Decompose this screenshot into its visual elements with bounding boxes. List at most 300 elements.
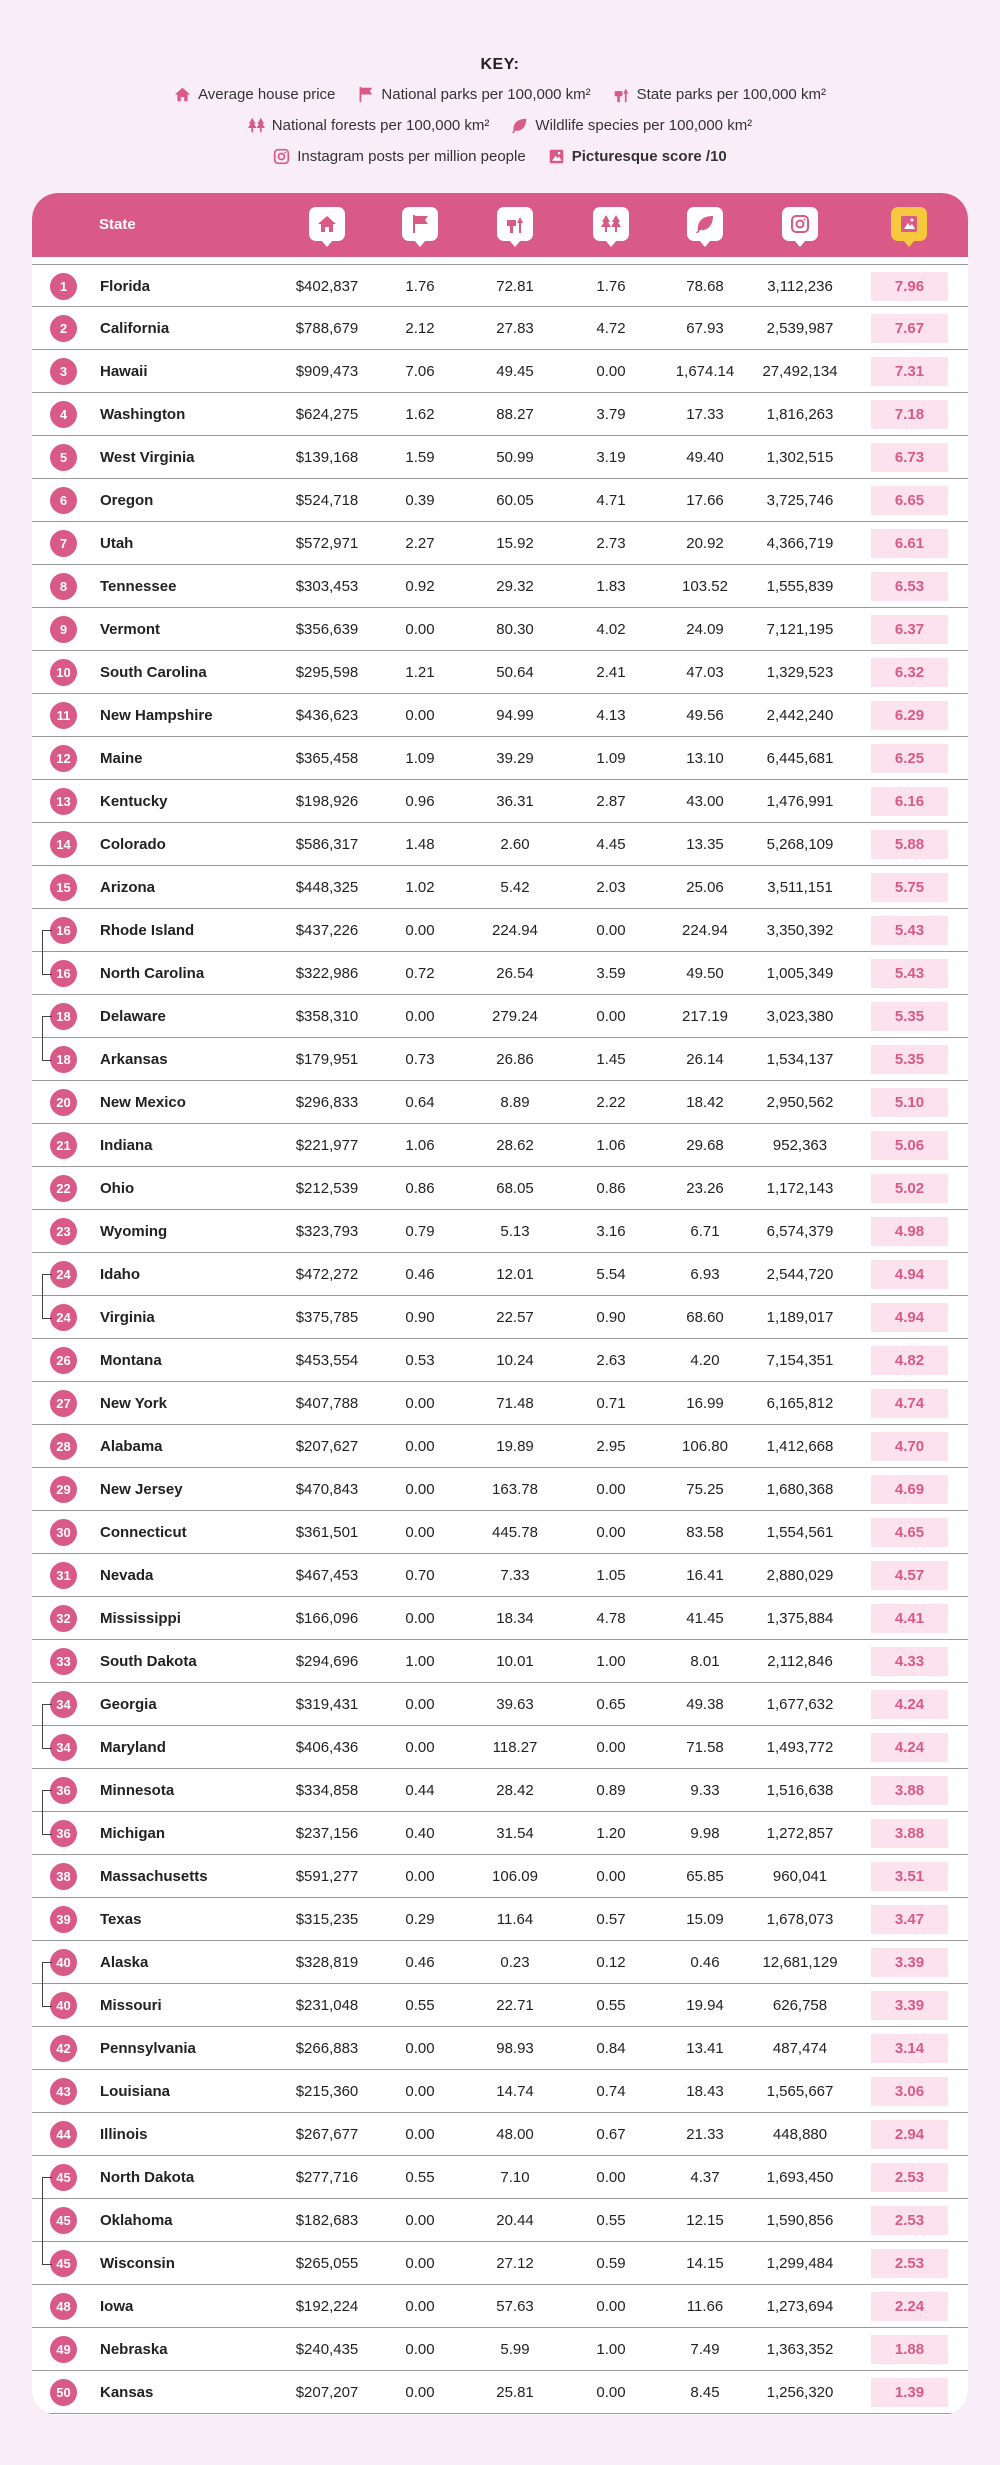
cell-national-parks: 0.53 [405, 1352, 435, 1369]
cell-national-parks: 1.48 [405, 836, 435, 853]
rank-badge: 49 [50, 2336, 77, 2363]
key-item-wildlife [511, 117, 752, 134]
cell-state-parks: 28.42 [496, 1782, 534, 1799]
cell-state-parks: 15.92 [496, 535, 534, 552]
cell-wildlife: 21.33 [686, 2126, 724, 2143]
rank-badge: 30 [50, 1519, 77, 1546]
cell-house-price: $221,977 [295, 1137, 359, 1154]
cell-state: Maryland [100, 1739, 166, 1756]
cell-house-price: $265,055 [295, 2255, 359, 2272]
cell-state-parks: 10.01 [496, 1653, 534, 1670]
cell-state-parks: 224.94 [492, 922, 538, 939]
ranking-table [32, 193, 968, 2415]
cell-national-parks: 0.40 [405, 1825, 435, 1842]
cell-score: 3.14 [871, 2034, 948, 2063]
key-line-1 [0, 86, 1000, 103]
key-item-score [548, 148, 727, 165]
cell-score: 4.33 [871, 1647, 948, 1676]
cell-house-price: $294,696 [295, 1653, 359, 1670]
cell-forests: 4.13 [596, 707, 626, 724]
cell-wildlife: 6.93 [690, 1266, 720, 1283]
cell-house-price: $448,325 [295, 879, 359, 896]
cell-forests: 4.72 [596, 320, 626, 337]
leaf-icon [511, 117, 528, 134]
cell-forests: 0.00 [596, 1868, 626, 1885]
table-row [32, 1210, 968, 1253]
cell-score: 5.88 [871, 830, 948, 859]
cell-instagram: 27,492,134 [762, 363, 838, 380]
cell-house-price: $237,156 [295, 1825, 359, 1842]
instagram-icon [273, 148, 290, 165]
cell-state-parks: 445.78 [492, 1524, 538, 1541]
cell-instagram: 3,112,236 [767, 278, 833, 295]
cell-state: Minnesota [100, 1782, 175, 1799]
cell-score: 3.88 [871, 1776, 948, 1805]
cell-state-parks: 72.81 [496, 278, 534, 295]
cell-forests: 1.00 [596, 2341, 626, 2358]
rank-badge: 16 [50, 960, 77, 987]
cell-forests: 1.45 [596, 1051, 626, 1068]
cell-house-price: $315,235 [295, 1911, 359, 1928]
cell-national-parks: 0.90 [405, 1309, 435, 1326]
table-row [32, 1640, 968, 1683]
cell-forests: 0.00 [596, 1008, 626, 1025]
cell-national-parks: 0.00 [405, 621, 435, 638]
cell-score: 7.18 [871, 400, 948, 429]
cell-house-price: $437,226 [295, 922, 359, 939]
cell-instagram: 5,268,109 [766, 836, 834, 853]
cell-score: 6.29 [871, 701, 948, 730]
table-row [32, 1296, 968, 1339]
cell-instagram: 7,154,351 [766, 1352, 834, 1369]
cell-house-price: $182,683 [295, 2212, 359, 2229]
cell-forests: 0.74 [596, 2083, 626, 2100]
cell-forests: 0.00 [596, 1481, 626, 1498]
cell-forests: 2.41 [596, 664, 626, 681]
cell-state-parks: 88.27 [496, 406, 534, 423]
cell-national-parks: 0.44 [405, 1782, 435, 1799]
cell-house-price: $139,168 [295, 449, 359, 466]
cell-state-parks: 11.64 [496, 1911, 534, 1928]
cell-state-parks: 106.09 [492, 1868, 538, 1885]
rank-badge: 15 [50, 874, 77, 901]
cell-state-parks: 60.05 [496, 492, 534, 509]
key-legend [0, 0, 1000, 165]
cell-forests: 0.55 [596, 2212, 626, 2229]
table-row [32, 1597, 968, 1640]
cell-national-parks: 1.76 [405, 278, 435, 295]
cell-wildlife: 4.20 [690, 1352, 720, 1369]
key-label-score: Picturesque score /10 [571, 148, 727, 165]
cell-wildlife: 18.42 [686, 1094, 724, 1111]
cell-wildlife: 17.66 [686, 492, 724, 509]
cell-state: Delaware [100, 1008, 166, 1025]
table-row [32, 1382, 968, 1425]
cell-state: Idaho [100, 1266, 140, 1283]
table-row [32, 2156, 968, 2199]
cell-national-parks: 0.00 [405, 707, 435, 724]
table-row [32, 823, 968, 866]
cell-forests: 1.83 [596, 578, 626, 595]
table-row [32, 1511, 968, 1554]
rank-badge: 16 [50, 917, 77, 944]
cell-state-parks: 5.13 [500, 1223, 530, 1240]
cell-house-price: $524,718 [295, 492, 359, 509]
cell-score: 3.47 [871, 1905, 948, 1934]
cell-house-price: $467,453 [295, 1567, 359, 1584]
cell-wildlife: 13.35 [686, 836, 724, 853]
cell-instagram: 1,678,073 [766, 1911, 834, 1928]
key-line-3 [0, 148, 1000, 165]
cell-forests: 0.00 [596, 922, 626, 939]
cell-national-parks: 0.70 [405, 1567, 435, 1584]
cell-state-parks: 279.24 [492, 1008, 538, 1025]
cell-score: 5.75 [871, 873, 948, 902]
cell-instagram: 487,474 [772, 2040, 828, 2057]
header-wildlife [687, 207, 723, 241]
cell-state-parks: 27.83 [496, 320, 534, 337]
rank-badge: 24 [50, 1261, 77, 1288]
table-row [32, 2027, 968, 2070]
table-row [32, 1769, 968, 1812]
cell-house-price: $470,843 [295, 1481, 359, 1498]
cell-national-parks: 0.73 [405, 1051, 435, 1068]
rank-badge: 36 [50, 1820, 77, 1847]
cell-forests: 2.63 [596, 1352, 626, 1369]
rank-badge: 38 [50, 1863, 77, 1890]
header-state: State [99, 216, 136, 233]
cell-state: North Dakota [100, 2169, 195, 2186]
cell-state-parks: 80.30 [496, 621, 534, 638]
key-label-state-parks: State parks per 100,000 km² [636, 86, 826, 103]
cell-house-price: $277,716 [295, 2169, 359, 2186]
cell-forests: 1.20 [596, 1825, 626, 1842]
cell-forests: 2.22 [596, 1094, 626, 1111]
cell-national-parks: 0.00 [405, 1481, 435, 1498]
cell-instagram: 1,299,484 [766, 2255, 834, 2272]
cell-state: Florida [100, 278, 151, 295]
cell-wildlife: 15.09 [686, 1911, 724, 1928]
picture-icon [548, 148, 565, 165]
cell-instagram: 952,363 [772, 1137, 828, 1154]
cell-forests: 0.00 [596, 363, 626, 380]
cell-wildlife: 4.37 [690, 2169, 720, 2186]
cell-state: Oregon [100, 492, 154, 509]
rank-badge: 3 [50, 358, 77, 385]
cell-wildlife: 16.41 [686, 1567, 724, 1584]
cell-score: 7.96 [871, 272, 948, 301]
key-label-forests: National forests per 100,000 km² [271, 117, 490, 134]
cell-wildlife: 13.41 [686, 2040, 724, 2057]
cell-national-parks: 1.62 [405, 406, 435, 423]
cell-score: 6.32 [871, 658, 948, 687]
rank-badge: 39 [50, 1906, 77, 1933]
cell-forests: 0.86 [596, 1180, 626, 1197]
cell-wildlife: 75.25 [686, 1481, 724, 1498]
cell-instagram: 2,442,240 [766, 707, 834, 724]
cell-national-parks: 1.59 [405, 449, 435, 466]
cell-forests: 4.45 [596, 836, 626, 853]
cell-state: Arkansas [100, 1051, 168, 1068]
rank-badge: 22 [50, 1175, 77, 1202]
flag-icon [410, 214, 430, 234]
cell-house-price: $303,453 [295, 578, 359, 595]
cell-wildlife: 49.56 [686, 707, 724, 724]
rank-badge: 32 [50, 1605, 77, 1632]
cell-forests: 2.95 [596, 1438, 626, 1455]
table-row [32, 2371, 968, 2414]
cell-instagram: 1,565,667 [766, 2083, 834, 2100]
table-row [32, 2070, 968, 2113]
cell-wildlife: 9.98 [690, 1825, 720, 1842]
cell-instagram: 960,041 [772, 1868, 828, 1885]
cell-score: 2.53 [871, 2249, 948, 2278]
rank-badge: 50 [50, 2379, 77, 2406]
cell-score: 6.25 [871, 744, 948, 773]
tie-bracket [42, 1962, 52, 2007]
cell-wildlife: 13.10 [686, 750, 724, 767]
rank-badge: 48 [50, 2293, 77, 2320]
table-row [32, 436, 968, 479]
cell-wildlife: 224.94 [682, 922, 728, 939]
picture-icon [899, 214, 919, 234]
cell-wildlife: 24.09 [686, 621, 724, 638]
cell-state: Arizona [100, 879, 156, 896]
table-row [32, 2285, 968, 2328]
cell-score: 3.88 [871, 1819, 948, 1848]
cell-state-parks: 27.12 [496, 2255, 534, 2272]
cell-house-price: $624,275 [295, 406, 359, 423]
rank-badge: 31 [50, 1562, 77, 1589]
table-body [32, 264, 968, 2414]
cell-national-parks: 1.02 [405, 879, 435, 896]
cell-state: Hawaii [100, 363, 148, 380]
cell-forests: 0.55 [596, 1997, 626, 2014]
cell-state: Michigan [100, 1825, 166, 1842]
cell-state-parks: 50.64 [496, 664, 534, 681]
cell-state-parks: 36.31 [496, 793, 534, 810]
cell-instagram: 2,950,562 [766, 1094, 834, 1111]
cell-score: 4.82 [871, 1346, 948, 1375]
cell-score: 4.94 [871, 1260, 948, 1289]
cell-national-parks: 0.00 [405, 1395, 435, 1412]
rank-badge: 45 [50, 2207, 77, 2234]
rank-badge: 13 [50, 788, 77, 815]
cell-forests: 4.02 [596, 621, 626, 638]
cell-house-price: $207,207 [295, 2384, 359, 2401]
rank-badge: 18 [50, 1046, 77, 1073]
cell-score: 1.88 [871, 2335, 948, 2364]
house-icon [317, 214, 337, 234]
rank-badge: 5 [50, 444, 77, 471]
cell-state-parks: 19.89 [496, 1438, 534, 1455]
cell-house-price: $322,986 [295, 965, 359, 982]
cell-state: Wisconsin [100, 2255, 175, 2272]
cell-state-parks: 50.99 [496, 449, 534, 466]
cell-instagram: 1,555,839 [766, 578, 834, 595]
table-row [32, 264, 968, 307]
cell-state: Maine [100, 750, 143, 767]
cell-national-parks: 2.12 [405, 320, 435, 337]
cell-state: Kansas [100, 2384, 154, 2401]
cell-forests: 0.90 [596, 1309, 626, 1326]
cell-state: Iowa [100, 2298, 134, 2315]
cell-wildlife: 8.45 [690, 2384, 720, 2401]
cell-state: Tennessee [100, 578, 177, 595]
rank-badge: 10 [50, 659, 77, 686]
rank-badge: 44 [50, 2121, 77, 2148]
cell-state: Washington [100, 406, 186, 423]
cell-score: 7.31 [871, 357, 948, 386]
cell-wildlife: 78.68 [686, 278, 724, 295]
header-state-parks [497, 207, 533, 241]
cell-score: 5.43 [871, 959, 948, 988]
cell-wildlife: 0.46 [690, 1954, 720, 1971]
cell-forests: 0.84 [596, 2040, 626, 2057]
cell-instagram: 1,680,368 [766, 1481, 834, 1498]
cell-instagram: 1,677,632 [766, 1696, 834, 1713]
cell-forests: 4.71 [596, 492, 626, 509]
cell-state-parks: 20.44 [496, 2212, 534, 2229]
table-row [32, 393, 968, 436]
cell-wildlife: 6.71 [690, 1223, 720, 1240]
cell-state-parks: 5.42 [500, 879, 530, 896]
cell-house-price: $572,971 [295, 535, 359, 552]
table-row [32, 1081, 968, 1124]
cell-score: 5.02 [871, 1174, 948, 1203]
key-item-instagram [273, 148, 525, 165]
cell-state-parks: 26.86 [496, 1051, 534, 1068]
cell-house-price: $375,785 [295, 1309, 359, 1326]
cell-house-price: $358,310 [295, 1008, 359, 1025]
cell-state: Mississippi [100, 1610, 181, 1627]
cell-score: 5.10 [871, 1088, 948, 1117]
cell-national-parks: 0.86 [405, 1180, 435, 1197]
table-row [32, 995, 968, 1038]
cell-forests: 2.87 [596, 793, 626, 810]
table-row [32, 2113, 968, 2156]
cell-wildlife: 67.93 [686, 320, 724, 337]
cell-national-parks: 0.29 [405, 1911, 435, 1928]
key-item-national-parks [357, 86, 590, 103]
rank-badge: 36 [50, 1777, 77, 1804]
table-row [32, 737, 968, 780]
cell-national-parks: 0.00 [405, 2298, 435, 2315]
cell-instagram: 1,272,857 [766, 1825, 834, 1842]
cell-state: Kentucky [100, 793, 168, 810]
cell-instagram: 2,880,029 [766, 1567, 834, 1584]
cell-national-parks: 0.00 [405, 1739, 435, 1756]
cell-instagram: 1,329,523 [766, 664, 834, 681]
table-row [32, 2242, 968, 2285]
cell-score: 6.73 [871, 443, 948, 472]
cell-wildlife: 20.92 [686, 535, 724, 552]
cell-forests: 0.00 [596, 1524, 626, 1541]
cell-forests: 2.03 [596, 879, 626, 896]
cell-house-price: $192,224 [295, 2298, 359, 2315]
cell-instagram: 3,023,380 [766, 1008, 834, 1025]
cell-wildlife: 106.80 [682, 1438, 728, 1455]
rank-badge: 7 [50, 530, 77, 557]
cell-national-parks: 0.79 [405, 1223, 435, 1240]
cell-score: 4.65 [871, 1518, 948, 1547]
cell-state-parks: 14.74 [496, 2083, 534, 2100]
cell-score: 6.61 [871, 529, 948, 558]
cell-state-parks: 8.89 [500, 1094, 530, 1111]
tie-bracket [42, 1016, 52, 1061]
flag-icon [357, 86, 374, 103]
table-row [32, 1683, 968, 1726]
cell-score: 2.24 [871, 2292, 948, 2321]
cell-forests: 0.57 [596, 1911, 626, 1928]
cell-state: Alabama [100, 1438, 163, 1455]
cell-forests: 0.00 [596, 2169, 626, 2186]
cell-instagram: 6,445,681 [766, 750, 834, 767]
cell-forests: 3.79 [596, 406, 626, 423]
cell-forests: 0.89 [596, 1782, 626, 1799]
cell-instagram: 1,693,450 [766, 2169, 834, 2186]
cell-national-parks: 0.00 [405, 1524, 435, 1541]
cell-national-parks: 0.92 [405, 578, 435, 595]
cell-instagram: 2,112,846 [767, 1653, 833, 1670]
cell-score: 5.06 [871, 1131, 948, 1160]
cell-instagram: 1,005,349 [766, 965, 834, 982]
cell-instagram: 1,363,352 [766, 2341, 834, 2358]
key-title: KEY: [480, 56, 520, 73]
cell-wildlife: 43.00 [686, 793, 724, 810]
cell-instagram: 7,121,195 [766, 621, 834, 638]
trees-icon [248, 117, 265, 134]
cell-state-parks: 18.34 [496, 1610, 534, 1627]
cell-state: Ohio [100, 1180, 135, 1197]
cell-forests: 5.54 [596, 1266, 626, 1283]
cell-forests: 1.06 [596, 1137, 626, 1154]
cell-wildlife: 25.06 [686, 879, 724, 896]
cell-score: 6.37 [871, 615, 948, 644]
tie-bracket [42, 1274, 52, 1319]
cell-state: North Carolina [100, 965, 205, 982]
cell-house-price: $319,431 [295, 1696, 359, 1713]
cell-national-parks: 0.00 [405, 2040, 435, 2057]
cell-house-price: $365,458 [295, 750, 359, 767]
cell-score: 3.39 [871, 1991, 948, 2020]
cell-state: New Hampshire [100, 707, 213, 724]
cell-state-parks: 31.54 [496, 1825, 534, 1842]
table-row [32, 479, 968, 522]
table-row [32, 1855, 968, 1898]
rank-badge: 6 [50, 487, 77, 514]
rank-badge: 18 [50, 1003, 77, 1030]
cell-state: Pennsylvania [100, 2040, 196, 2057]
cell-national-parks: 1.00 [405, 1653, 435, 1670]
rank-badge: 45 [50, 2250, 77, 2277]
table-row [32, 1941, 968, 1984]
rank-badge: 42 [50, 2035, 77, 2062]
cell-score: 4.41 [871, 1604, 948, 1633]
cell-national-parks: 0.00 [405, 1696, 435, 1713]
cell-state: Connecticut [100, 1524, 187, 1541]
cell-state-parks: 94.99 [496, 707, 534, 724]
cell-forests: 0.59 [596, 2255, 626, 2272]
key-label-national-parks: National parks per 100,000 km² [381, 86, 591, 103]
tie-bracket [42, 930, 52, 975]
rank-badge: 26 [50, 1347, 77, 1374]
cell-national-parks: 0.00 [405, 1868, 435, 1885]
tie-bracket [42, 1704, 52, 1749]
table-row [32, 1253, 968, 1296]
cell-state: New Mexico [100, 1094, 186, 1111]
cell-state-parks: 12.01 [496, 1266, 534, 1283]
